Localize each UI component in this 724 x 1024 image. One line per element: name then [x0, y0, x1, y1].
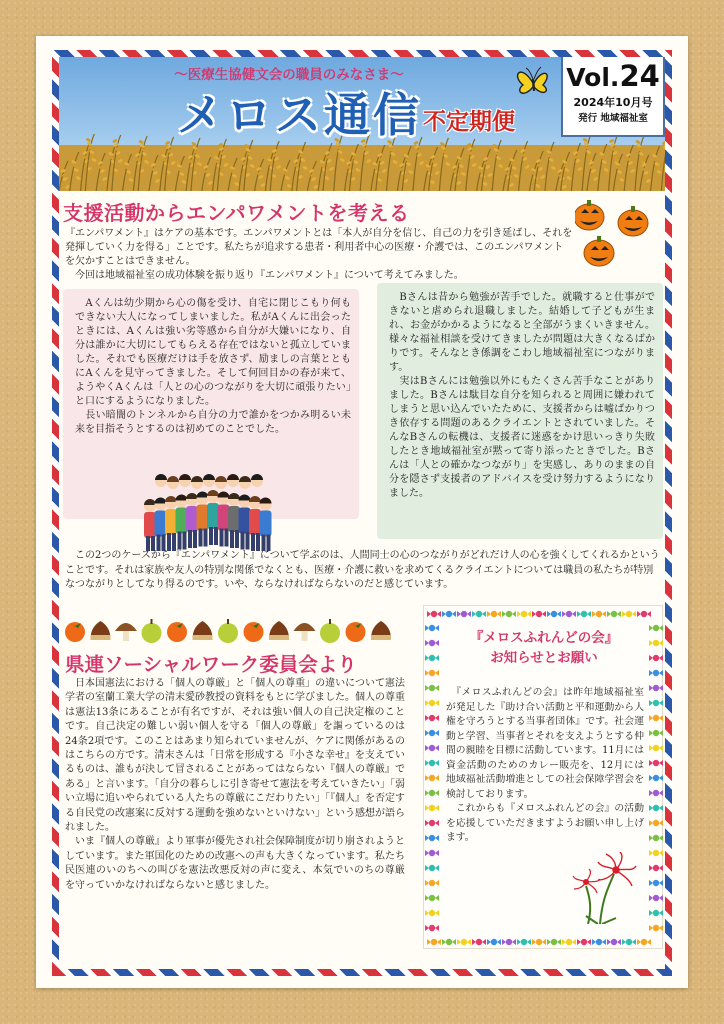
- masthead: [59, 57, 665, 191]
- butterfly-icon: [513, 61, 553, 101]
- autumn-fruit-row: [63, 617, 403, 643]
- newsletter-sheet: [36, 36, 688, 988]
- irregular-issue-label: 不定期便: [423, 109, 515, 135]
- spider-lily-illustration: [570, 852, 640, 924]
- volume-box: [561, 57, 665, 137]
- friends-body: 『メロスふれんどの会』は昨年地域福祉室が発足した『助け合い活動と平和運動から人権を守ろうとする当事者団体』です。社会運動と学習、当事者とそれを支えようとする仲間の親睦を目標に活動しています。11月には資金活動のためのカレー販売を、12月には地域福祉活動増進としての社会保障学習会を検討しております。 これからも『メロスふれんどの会』の活動を応援していただきますようお願い申し上げます。: [446, 687, 644, 843]
- social-work-body: 日本国憲法における「個人の尊厳」と「個人の尊重」の違いについて憲法学者の室蘭工業大学の清末愛砂教授の資料をもとに学びました。個人の尊重は憲法13条にあることが有名ですが、それは強い個人の自己決定権のことです。自己決定の難しい弱い個人を守る「個人の尊厳」を謳っているのは24条2項です。このことはあまり知られていませんが、ケアに関係があるのはこちらの方です。清末さんは「日常を形成する『小さな幸せ』を支えているものは、誰もが決して冒されることがあってはならない『個人の尊厳』である」と言います。「自分の暮らしに引き寄せて憲法を考えていきたい」「弱い立場に追いやられている人たちの尊厳にこだわりたい」「『個人』を否定する自民党の改憲案に反対する運動を強めないといけない」という感想が語られました。 いま『個人の尊厳』より軍事が優先され社会保障制度が切り崩されようとしています。また軍国化のための改憲への声も大きくなっています。私たち民医連のいのちへの叫びを憲法改悪反対の声に変え、本気でいのちの尊厳を守っていかなければならないと感じました。: [65, 678, 405, 891]
- masthead-subtitle: 〜医療生協健文会の職員のみなさま〜: [174, 67, 404, 83]
- empowerment-heading: 支援活動からエンパワメントを考える: [63, 201, 410, 225]
- volume-number: Vol.24: [566, 59, 660, 93]
- publisher: 発行 地域福祉室: [578, 113, 648, 124]
- case-b-text: Bさんは昔から勉強が苦手でした。就職すると仕事ができないと虐められ退職しました。結婚して子どもが生まれ、お金がかかるようになると全部がうまくいきません。様々な福祉相談を受けてきましたが問題は大きくなるばかりです。そんなとき係調をこわし地域福祉室につながります。 実はBさんには勉強以外にもたくさん苦手なことがありました。Bさんは駄目な自分を知られると周囲に嫌われてしまうと思い込んでいたために、支援者からは嘘ばかりつき依存する問題のあるクライエントとされていました。そんなBさんの転機は、支援者に迷惑をかけ思いっきり失敗したとき地域福祉室が黙って寄り添ったときでした。Bさんは「人との確かなつながり」を実感し、ありのままの自分を隠さず支援者のアドバイスを受け努力するようになりました。: [389, 292, 655, 499]
- friends-notice-box: [423, 605, 663, 949]
- case-a-text: Aくんは幼少期から心の傷を受け、自宅に閉じこもり何もできない大人になってしまいました。私がAくんに出会ったときには、Aくんは強い劣等感から自分が大嫌いになり、自分は誰かに大切にしてもらえる存在ではないと孤立していました。それでも医療だけは手を放さず、励ましの言葉とともにAくんを見守ってきました。そして何回目かの春が来て、ようやくAくんは「人との心のつながりを大切に頑張りたい」と口にするようになりました。 長い暗闇のトンネルから自分の力で誰かをつかみ明るい未来を目指そうとするのは初めてのことでした。: [75, 298, 351, 435]
- people-circle-illustration: [139, 461, 279, 551]
- pumpkin-icon: [575, 197, 665, 277]
- empowerment-conclusion: この2つのケースから『エンパワメント』について学ぶのは、人間同士の心のつながりがどれだけ人の心を強くしてくれるかということです。それは家族や友人の特別な関係でなくとも、医療・介護に救いを求めてくるクライエントについては職員の私たちが特別なつながりとしてなり得るのです。いや、ならなければならないのだと感じています。: [65, 550, 660, 590]
- issue-date: 2024年10月号: [573, 96, 653, 109]
- social-work-heading: 県連ソーシャルワーク委員会より: [65, 653, 357, 676]
- masthead-title: メロス通信: [177, 88, 422, 142]
- empowerment-intro: 『エンパワメント』はケアの基本です。エンパワメントとは「本人が自分を信じ、自己の力を引き延ばし、それを発揮していく力を得る」ことです。私たちが追求する患者・利用者中心の医療・介護では、このエンパワメントを欠かすことはできません。 今回は地域福祉室の成功体験を振り返り『エンパワメント』について考えてみました。: [65, 228, 573, 281]
- case-b-box: [377, 283, 663, 539]
- newsletter-content: [59, 57, 665, 969]
- friends-title: 『メロスふれんどの会』 お知らせとお願い: [469, 630, 619, 666]
